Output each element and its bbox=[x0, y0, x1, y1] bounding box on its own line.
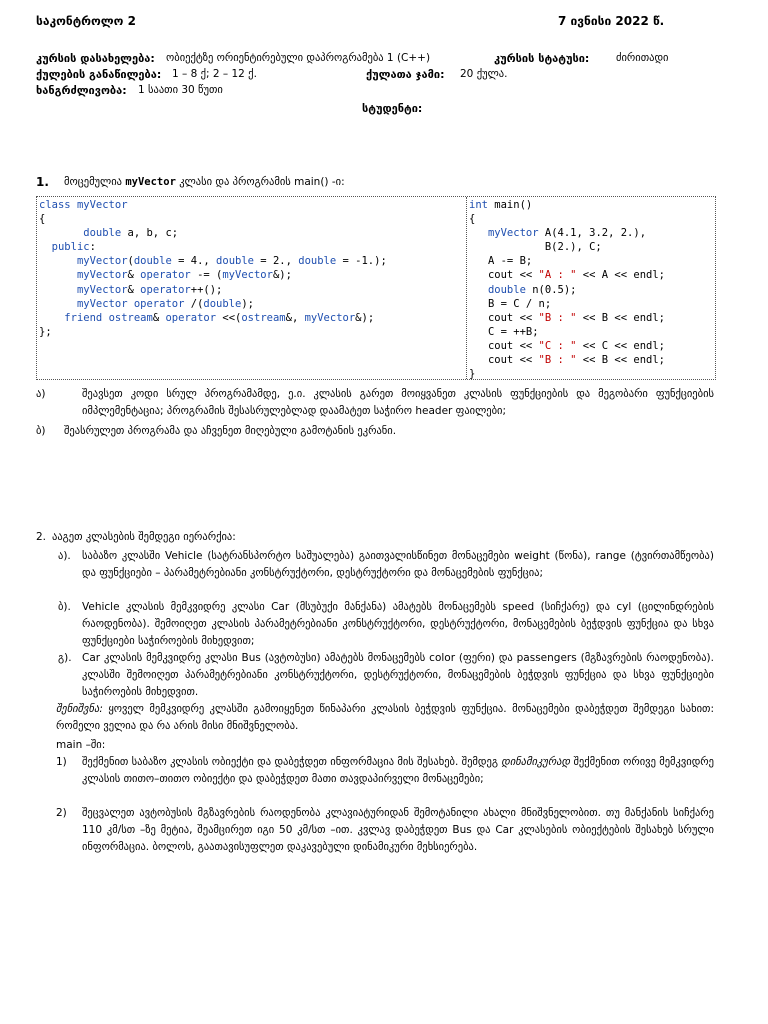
main-code-line: myVector A(4.1, 3.2, 2.), bbox=[487, 227, 647, 240]
total-value: 20 ქულა. bbox=[460, 68, 508, 80]
course-value: ობიექტზე ორიენტირებული დაპროგრამება 1 (C++) bbox=[166, 52, 431, 64]
class-code-line: myVector& operator -= (myVector&); bbox=[76, 269, 292, 282]
main-code-line: } bbox=[469, 368, 476, 381]
task2-step1-italic: დინამიკურად bbox=[501, 756, 571, 768]
task2-item-c-marker: გ). bbox=[58, 652, 72, 664]
task2-note bbox=[56, 701, 714, 735]
main-code-line: B(2.), C; bbox=[469, 241, 602, 254]
class-code-panel bbox=[37, 197, 467, 379]
task2-note-text: ყოველ მემკვიდრე კლასში გამოიყენეთ წინაპარი კლასის ბეჭდვის ფუნქცია. მონაცემები დაბეჭდეთ შემდეგი სახით: რომელი ველია და რა არის მისი მნიშვნელობა. bbox=[56, 703, 714, 732]
class-code-line: double a, b, c; bbox=[83, 227, 179, 240]
main-code-line: cout << "B : " << B << endl; bbox=[469, 311, 665, 324]
task1-a-text: შეავსეთ კოდი სრულ პროგრამამდე, ე.ი. კლასის გარეთ მოიყვანეთ კლასის ფუნქციების და მეგობარი ფუნქციების იმპლემენტაცია; პროგრამის შესასრულებლად დაამატეთ საჭირო header ფაილები; bbox=[82, 388, 714, 417]
task2-main-label: main –ში: bbox=[56, 739, 106, 751]
task2-step1-before: შექმენით საბაზო კლასის ობიექტი და დაბეჭდეთ ინფორმაცია მის შესახებ. შემდეგ bbox=[82, 756, 502, 768]
task2-step2-text: შეცვალეთ ავტობუსის მგზავრების რაოდენობა კლავიატურიდან შემოტანილი ახალი მნიშვნელობით. თუ მანქანის სიჩქარე 110 კმ/სთ –ზე მეტია, შეამცირეთ იგი 50 კმ/სთ –ით. კვლავ დაბეჭდეთ Bus და Car კლასების ობიექტების შესახებ სრული ინფორმაცია. ბოლოს, გაათავისუფლეთ დაკავებული დინამიკური მეხსიერება. bbox=[82, 807, 714, 853]
main-code-line: { bbox=[469, 213, 476, 226]
student-label: სტუდენტი: bbox=[362, 102, 423, 115]
main-code-line: cout << "B : " << B << endl; bbox=[469, 354, 665, 367]
task2-step2-marker: 2) bbox=[56, 807, 67, 819]
task1-intro-after: კლასი და პროგრამის main() -ი: bbox=[175, 176, 345, 188]
main-code-panel bbox=[467, 197, 715, 379]
main-code-line: A -= B; bbox=[469, 255, 533, 268]
class-code bbox=[37, 197, 466, 340]
status-value: ძირითადი bbox=[616, 52, 669, 64]
code-box bbox=[36, 196, 716, 380]
task1-intro-before: მოცემულია bbox=[64, 176, 126, 188]
main-code bbox=[467, 197, 715, 382]
task2-step1-text bbox=[82, 754, 714, 788]
class-code-line: myVector operator /(double); bbox=[76, 297, 254, 310]
main-code-line: int main() bbox=[469, 199, 533, 211]
grading-value: 1 – 8 ქ; 2 – 12 ქ. bbox=[172, 68, 257, 80]
task2-note-label: შენიშვნა: bbox=[56, 703, 103, 715]
task1-intro bbox=[64, 176, 345, 188]
task2-item-a-marker: ა). bbox=[58, 550, 71, 562]
class-code-line: myVector& operator++(); bbox=[76, 283, 223, 296]
task1-b-text: შეასრულეთ პროგრამა და აჩვენეთ მიღებული გამოტანის ეკრანი. bbox=[64, 425, 397, 437]
task2-item-b-marker: ბ). bbox=[58, 601, 71, 613]
exam-title: საკონტროლო 2 bbox=[36, 14, 136, 28]
class-code-line: }; bbox=[39, 325, 52, 338]
main-code-line: cout << "C : " << C << endl; bbox=[469, 339, 665, 352]
course-label: კურსის დასახელება: bbox=[36, 52, 155, 65]
total-label: ქულათა ჯამი: bbox=[366, 68, 445, 81]
task2-item-c-text: Car კლასის მემკვიდრე კლასი Bus (ავტობუსი) ამატებს მონაცემებს color (ფერი) და passengers (მგზავრების რაოდენობა). კლასში შემოიღეთ პარამეტრებიანი კონსტრუქტორი, დესტრუქტორი, მონაცემების ბეჭდვის ფუნქცია და სხვა ფუნქციები საჭიროების მიხედვით. bbox=[82, 652, 714, 698]
task1-a-marker: ა) bbox=[36, 388, 46, 400]
class-code-line: class myVector bbox=[39, 199, 128, 211]
duration-label: ხანგრძლივობა: bbox=[36, 84, 127, 97]
class-code-line: myVector(double = 4., double = 2., double = -1.); bbox=[76, 255, 387, 268]
task1-b-marker: ბ) bbox=[36, 425, 46, 437]
task2-step1-after: შექმენით ორივე მემკვიდრე კლასის თითო–თითო ობიექტი და დაბეჭდეთ მათი თავდაპირველი მონაცემები; bbox=[82, 756, 714, 785]
status-label: კურსის სტატუსი: bbox=[494, 52, 590, 65]
class-code-line: friend ostream& operator <<(ostream&, myVector&); bbox=[64, 311, 375, 324]
main-code-line: double n(0.5); bbox=[487, 283, 577, 296]
grading-label: ქულების განაწილება: bbox=[36, 68, 162, 81]
main-code-line: C = ++B; bbox=[469, 325, 539, 338]
task1-intro-class: myVector bbox=[125, 176, 176, 188]
duration-value: 1 საათი 30 წუთი bbox=[138, 84, 223, 96]
task1-number: 1. bbox=[36, 175, 49, 189]
class-code-line: { bbox=[39, 213, 46, 226]
exam-date: 7 ივნისი 2022 წ. bbox=[558, 14, 665, 28]
task2-item-b-text: Vehicle კლასის მემკვიდრე კლასი Car (მსუბუქი მანქანა) ამატებს მონაცემებს speed (სიჩქარე) და cyl (ცილინდრების რაოდენობა). შემოიღეთ კლასის პარამეტრებიანი კონსტრუქტორი, დესტრუქტორი, მონაცემების ბეჭდვის ფუნქცია და სხვა ფუნქციები საჭიროების მიხედვით; bbox=[82, 601, 714, 647]
task2-item-a-text: საბაზო კლასში Vehicle (სატრანსპორტო საშუალება) გაითვალისწინეთ მონაცემები weight (წონა), range (ტვირთამწეობა) და ფუნქციები – პარამეტრებიანი კონსტრუქტორი, დესტრუქტორი და მონაცემების ფუნქცია; bbox=[82, 550, 714, 579]
task2-number: 2. bbox=[36, 531, 47, 543]
main-code-line: B = C / n; bbox=[469, 297, 552, 310]
main-code-line: cout << "A : " << A << endl; bbox=[469, 269, 665, 282]
task2-step1-marker: 1) bbox=[56, 756, 67, 768]
task2-intro: ააგეთ კლასების შემდეგი იერარქია: bbox=[52, 531, 236, 543]
class-code-line: public: bbox=[51, 241, 96, 254]
